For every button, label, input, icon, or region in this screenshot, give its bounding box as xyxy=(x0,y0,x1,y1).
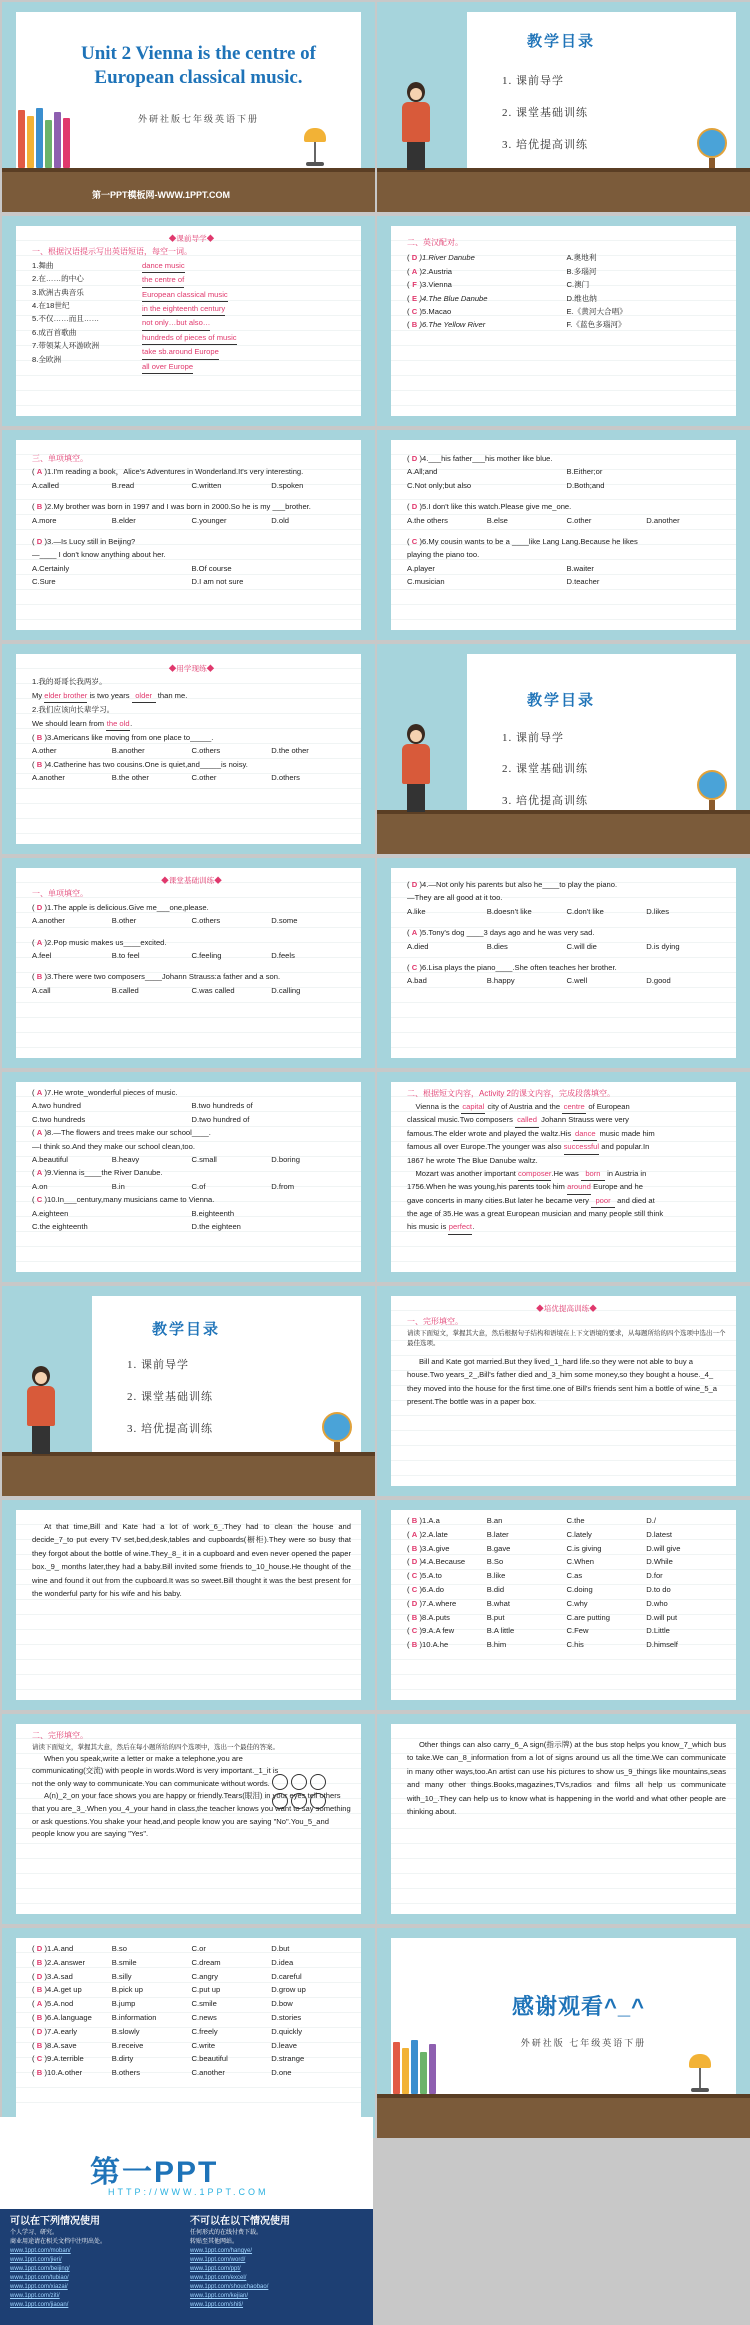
section-banner: ◆课堂基础训练◆ xyxy=(161,876,222,885)
slide-practice[interactable]: ◆用学现练◆ 1.我的哥哥长我两岁。 My elder brother is two years older than me. 2.我们应该向长辈学习。 We should learn from the old. ( B )3.Americans like moving from one place to_____. A.other B.another C.others D.the other ( B )4.Catherine has two cousins.One is quiet,and_____is noisy. A.another B.the other C.other D.others xyxy=(2,644,375,854)
lamp-icon xyxy=(302,128,328,168)
catalog-item[interactable]: 1. 课前导学 xyxy=(502,732,564,744)
slide-catalog[interactable] xyxy=(377,644,750,854)
globe-icon xyxy=(322,1412,352,1452)
slide-single-choice-1[interactable]: 三、单项填空。 ( A )1.I'm reading a book，Alice's Adventures in Wonderland.It's very interesting. A.called B.read C.written D.spoken ( B )2.My brother was born in 1997 and I was born in 2000.So he is my ___brother. A.more B.elder C.younger D.old ( D )3.—Is Lucy still in Beijing? —____ I don't know anything about her. A.Certainly B.Of course C.Sure D.I am not sure xyxy=(2,430,375,640)
usage-forbidden-title: 不可以在以下情况使用 xyxy=(190,2216,290,2227)
prompt-item: 5.不仅……而且…… xyxy=(32,314,100,324)
footer-link[interactable]: www.1ppt.com/excel/ xyxy=(190,2275,247,2281)
emoji-faces-icon xyxy=(272,1774,326,1809)
slide-cloze-1[interactable]: ◆培优提高训练◆ 一、完形填空。 请读下面短文，掌握其大意，然后根据句子结构和语境在上下文语境的要求，从每题所给的四个选项中选出一个最佳选项。 Bill and Kate got married.But they lived_1_hard life.so they were not able to buy a house.Two years_2_,Bill's father died and_3_him some money,so they bought a house._4_ they moved into the house for the first time.one of Bill's friends sent him a bottle of wine_5_a present.The bottle was in a paper box. xyxy=(377,1286,750,1496)
books-icon xyxy=(393,2040,436,2094)
answer-blank: in the eighteenth century xyxy=(142,302,225,316)
slide-thanks[interactable] xyxy=(377,1928,750,2138)
footer-link[interactable]: www.1ppt.com/shiti/ xyxy=(190,2302,244,2308)
answer-blank: not only…but also… xyxy=(142,316,210,330)
globe-icon xyxy=(697,128,727,168)
prompt-item: 4.在18世纪 xyxy=(32,301,70,311)
catalog-title: 教学目录 xyxy=(527,692,596,709)
section-banner: ◆用学现练◆ xyxy=(168,664,215,673)
section-banner: ◆课前导学◆ xyxy=(168,234,215,243)
footer-link[interactable]: www.1ppt.com/xiazai/ xyxy=(10,2284,68,2290)
site-url[interactable]: HTTP://WWW.1PPT.COM xyxy=(108,2187,269,2197)
section-instruction: 一、单项填空。 xyxy=(32,889,88,899)
footer-link[interactable]: www.1ppt.com/ppt/ xyxy=(190,2266,241,2272)
prompt-item: 6.成百首歌曲 xyxy=(32,327,77,337)
site-logo: 第一PPT xyxy=(90,2156,219,2189)
slide-class-training-2[interactable]: ( D )4.—Not only his parents but also he____to play the piano. —They are all good at it too. A.like B.doesn't like C.don't like D.likes ( A )5.Tony's dog ____3 days ago and he was very sad. A.died B.dies C.will die D.is dying ( C )6.Lisa plays the piano____.She often teaches her brother. A.bad B.happy C.well D.good xyxy=(377,858,750,1068)
footer-link[interactable]: www.1ppt.com/kejian/ xyxy=(190,2293,249,2299)
slide-cloze-answers-1[interactable]: ( B )1.A.a B.an C.the D./ ( A )2.A.late B.later C.lately D.latest ( B )3.A.give B.gave C.is giving D.will give ( D )4.A.Because B.So C.When D.While ( C )5.A.to B.like C.as D.for ( C )6.A.do B.did C.doing D.to do ( D )7.A.where B.what C.why D.who ( B )8.A.puts B.put C.are putting D.will put ( C )9.A.A few B.A little C.Few D.Little ( B )10.A.he B.him C.his D.himself xyxy=(377,1500,750,1710)
slide-preview-phrases[interactable] xyxy=(2,216,375,426)
teacher-icon xyxy=(20,1366,60,1456)
catalog-item[interactable]: 3. 培优提高训练 xyxy=(502,139,588,151)
prompt-item: 2.在……的中心 xyxy=(32,274,84,284)
site-url: 第一PPT模板网-WWW.1PPT.COM xyxy=(92,190,230,200)
footer-link[interactable]: www.1ppt.com/jiaoan/ xyxy=(10,2302,69,2308)
prompt-item: 3.欧洲古典音乐 xyxy=(32,287,84,297)
footer-link[interactable]: www.1ppt.com/moban/ xyxy=(10,2248,71,2254)
section-instruction: 一、根据汉语提示写出英语短语，每空一词。 xyxy=(32,247,192,257)
books-icon xyxy=(18,108,70,168)
section-instruction: 二、英汉配对。 xyxy=(407,238,463,247)
section-instruction: 二、根据短文内容，Activity 2的课文内容，完成段落填空。 xyxy=(407,1089,616,1098)
answer-blank: hundreds of pieces of music xyxy=(142,331,237,345)
footer-link[interactable]: www.1ppt.com/beijing/ xyxy=(10,2266,70,2272)
footer-link[interactable]: www.1ppt.com/word/ xyxy=(190,2257,246,2263)
catalog-item[interactable]: 2. 课堂基础训练 xyxy=(127,1391,213,1403)
answer-blank: European classical music xyxy=(142,288,228,302)
slide-single-choice-2[interactable]: ( D )4.___his father___his mother like blue. A.All;and B.Either;or C.Not only;but also D.Both;and ( D )5.I don't like this watch.Please give me_one. A.the others B.else C.other D.another ( C )6.My cousin wants to be a ____like Lang Lang.Because he likes playing the piano too. A.player B.waiter C.musician D.teacher xyxy=(377,430,750,640)
answer-blank: the centre of xyxy=(142,273,184,287)
footer-link[interactable]: www.1ppt.com/ziti/ xyxy=(10,2293,60,2299)
prompt-item: 7.带领某人环游欧洲 xyxy=(32,341,100,351)
slide-matching[interactable]: 二、英汉配对。 ( D )1.River Danube A.奥地利 ( A )2.Austria B.多瑙河 ( F )3.Vienna C.澳门 ( E )4.The Blue Danube D.维也纳 ( C )5.Macao E.《黄河大合唱》 ( B )6.The Yellow River F.《蓝色多瑙河》 xyxy=(377,216,750,426)
footer-link[interactable]: www.1ppt.com/jieri/ xyxy=(10,2257,62,2263)
catalog-item[interactable]: 2. 课堂基础训练 xyxy=(502,107,588,119)
edition-subtitle: 外研社版 七年级英语下册 xyxy=(520,2038,647,2048)
slide-catalog[interactable] xyxy=(2,1286,375,1496)
catalog-item[interactable]: 3. 培优提高训练 xyxy=(127,1423,213,1435)
section-instruction: 二、完形填空。 xyxy=(32,1731,88,1740)
slide-title[interactable] xyxy=(2,2,375,212)
catalog-item[interactable]: 3. 培优提高训练 xyxy=(502,795,588,807)
lamp-icon xyxy=(687,2054,713,2094)
answer-blank: all over Europe xyxy=(142,360,193,374)
slide-cloze-3[interactable]: 二、完形填空。 请读下面短文，掌握其大意，然后在每小题所给的四个选项中，选出一个最佳的答案。 When you speak,write a letter or make a telephone,you are communicating(交流) with people in words.Word is very important._1_it is not the only way to communicate.You can communicate without words. A(n)_2_on your face shows you are happy or friendly.Tears(眼泪) in your eyes tell others that you are_3_.When you_4_your hand in class,the teacher knows you want to say something or ask questions.You shake your head,and people know you are saying "No".You_5_and people know you are saying "Yes". xyxy=(2,1714,375,1924)
section-banner: ◆培优提高训练◆ xyxy=(536,1304,597,1313)
catalog-item[interactable]: 1. 课前导学 xyxy=(502,75,564,87)
footer-credits: 第一PPT HTTP://WWW.1PPT.COM 可以在下列情况使用 个人学习、研究。 商业用途请在相关文档中注明出处。 www.1ppt.com/moban/ www.1ppt.com/jieri/ www.1ppt.com/beijing/ www.1ppt.com/tubiao/ www.1ppt.com/xiazai/ www.1ppt.com/ziti/ www.1ppt.com/jiaoan/ 不可以在以下情况使用 任何形式的在线付费下载。 转贴至其他网站。 www.1ppt.com/hangye/ www.1ppt.com/word/ www.1ppt.com/ppt/ www.1ppt.com/excel/ www.1ppt.com/shouchaobao/ www.1ppt.com/kejian/ www.1ppt.com/shiti/ xyxy=(0,2117,373,2325)
edition-subtitle: 外研社版七年级英语下册 xyxy=(137,114,259,124)
catalog-item[interactable]: 1. 课前导学 xyxy=(127,1359,189,1371)
teacher-icon xyxy=(395,82,435,172)
slide-class-training-3[interactable]: ( A )7.He wrote_wonderful pieces of music. A.two hundred B.two hundreds of C.two hundreds D.two hundred of ( A )8.—The flowers and trees make our school____. —I think so.And they make our school clean,too. A.beautiful B.heavy C.small D.boring ( A )9.Vienna is____the River Danube. A.on B.in C.of D.from ( C )10.In___century,many musicians came to Vienna. A.eighteen B.eighteenth C.the eighteenth D.the eighteen xyxy=(2,1072,375,1282)
answer-blank: take sb.around Europe xyxy=(142,345,219,359)
slide-class-training-1[interactable]: ◆课堂基础训练◆ 一、单项填空。 ( D )1.The apple is delicious.Give me___one,please. A.another B.other C.others D.some ( A )2.Pop music makes us____excited. A.feel B.to feel C.feeling D.feels ( B )3.There were two composers____Johann Strauss:a father and a son. A.call B.called C.was called D.calling xyxy=(2,858,375,1068)
footer-link[interactable]: www.1ppt.com/hangye/ xyxy=(190,2248,253,2254)
globe-icon xyxy=(697,770,727,810)
usage-allowed-title: 可以在下列情况使用 xyxy=(10,2216,100,2227)
footer-link[interactable]: www.1ppt.com/shouchaobao/ xyxy=(190,2284,269,2290)
prompt-item: 8.全欧洲 xyxy=(32,354,62,364)
slide-passage-fill[interactable]: 二、根据短文内容，Activity 2的课文内容，完成段落填空。 Vienna is the capital city of Austria and the centre of European classical music.Two composers called Johann Strauss were very famous.The elder wrote and played the waltz.His dance music made him famous all over Europe.The younger was also successful and popular.In 1867 he wrote The Blue Danube waltz. Mozart was another important composer.He was born in Austria in 1756.When he was young,his parents took him around Europe and he gave concerts in many cities.But later he became very poor and died at the age of 35.He was a great European musician and many people still think his music is perfect. xyxy=(377,1072,750,1282)
answer-blank: dance music xyxy=(142,259,185,273)
catalog-title: 教学目录 xyxy=(527,33,596,50)
thanks-title: 感谢观看^_^ xyxy=(512,1994,645,2019)
catalog-item[interactable]: 2. 课堂基础训练 xyxy=(502,763,588,775)
slide-catalog[interactable] xyxy=(377,2,750,212)
section-instruction: 三、单项填空。 xyxy=(32,454,88,463)
teacher-icon xyxy=(395,724,435,814)
catalog-title: 教学目录 xyxy=(152,1321,221,1338)
slide-cloze-2[interactable]: At that time,Bill and Kate had a lot of work_6_.They had to clean the house and decide_7_to put every TV set,bed,desk,tables and cupboards(橱柜).They were so busy that they forgot about the bottle of wine.They_8_ it in a cupboard and even never opened the paper box._9_ months later,they had a baby.Bill invited some friends to_10_house.He thought of the wine and found it out from the cupboard.It was so sweet.Bill thought it was the best present for the wonderful party for his wife and his baby. xyxy=(2,1500,375,1710)
slide-cloze-answers-2[interactable]: ( D )1.A.and B.so C.or D.but ( B )2.A.answer B.smile C.dream D.idea ( D )3.A.sad B.silly C.angry D.careful ( B )4.A.get up B.pick up C.put up D.grow up ( A )5.A.nod B.jump C.smile D.bow ( B )6.A.language B.information C.news D.stories ( D )7.A.early B.slowly C.freely D.quickly ( B )8.A.save B.receive C.write D.leave ( C )9.A.terrible B.dirty C.beautiful D.strange ( B )10.A.other B.others C.another D.one xyxy=(2,1928,375,2138)
unit-title: Unit 2 Vienna is the centre of European classical music. xyxy=(80,43,317,88)
slide-cloze-4[interactable]: Other things can also carry_6_A sign(指示牌) at the bus stop helps you know_7_which bus to take.We can_8_information from a lot of signs around us all the time.We can communicate in many other ways,too.An artist can use his pictures to show us_9_things like mountains,seas and many other things.Books,magazines,TVs,radios and films all help us communicate with_10_.They can help us to know what is happening in the world and what other people are thinking about. xyxy=(377,1714,750,1924)
section-instruction: 一、完形填空。 xyxy=(407,1317,463,1327)
prompt-item: 1.舞曲 xyxy=(32,260,54,270)
footer-link[interactable]: www.1ppt.com/tubiao/ xyxy=(10,2275,69,2281)
